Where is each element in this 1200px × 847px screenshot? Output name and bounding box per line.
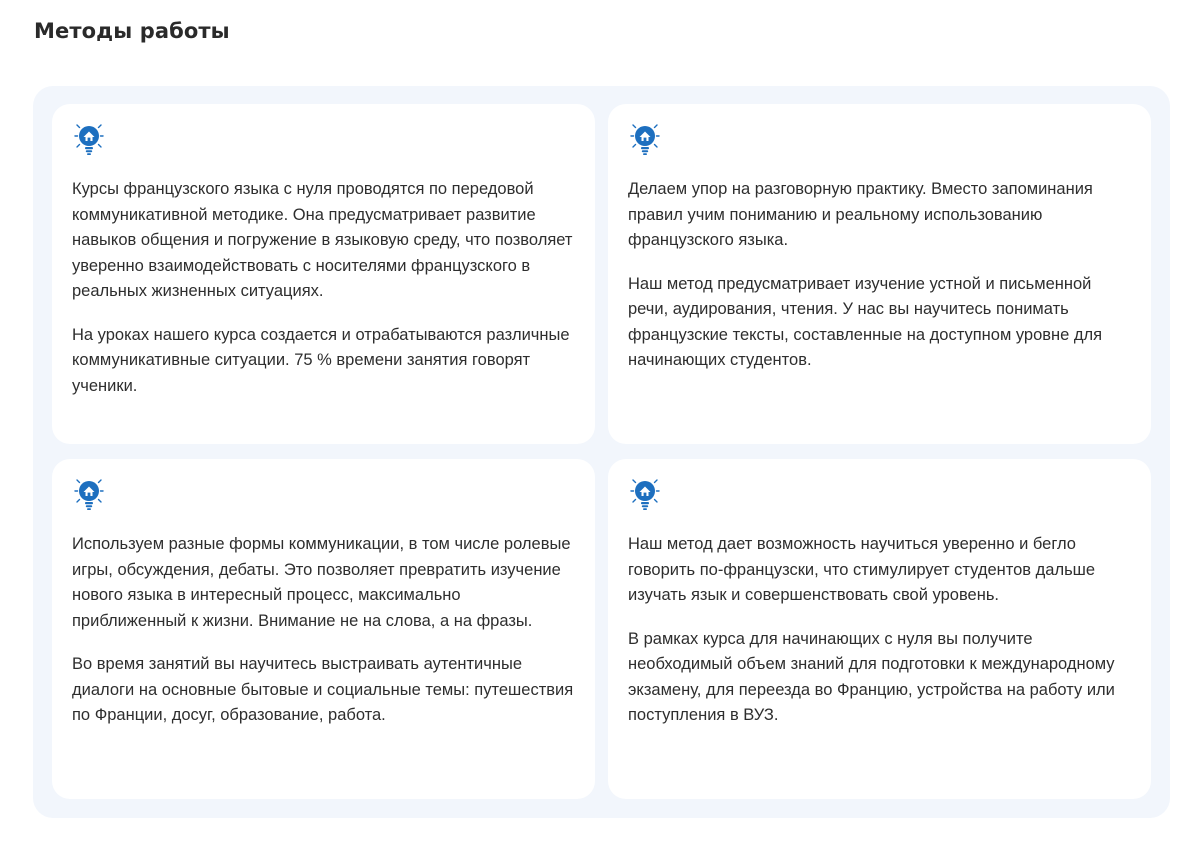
section-title: Методы работы [34, 19, 230, 43]
card-paragraph: Используем разные формы коммуникации, в том числе ролевые игры, обсуждения, дебаты. Это позволяет превратить изучение нового языка в интересный процесс, максимально приближенный к жизни. Внимание не на слова, а на фразы. [72, 535, 571, 630]
lightbulb-icon [72, 121, 106, 157]
method-card-4 [608, 459, 1151, 799]
lightbulb-icon [628, 121, 662, 157]
lightbulb-icon [72, 476, 106, 512]
card-paragraph: Курсы французского языка с нуля проводятся по передовой коммуникативной методике. Она предусматривает развитие навыков общения и погружение в языковую среду, что позволяет уверенно взаимодействовать с носителями французского в реальных жизненных ситуациях. [72, 180, 573, 300]
method-card-2 [608, 104, 1151, 444]
card-paragraph: Во время занятий вы научитесь выстраивать аутентичные диалоги на основные бытовые и социальные темы: путешествия по Франции, досуг, образование, работа. [72, 655, 574, 724]
card-paragraph: Наш метод предусматривает изучение устной и письменной речи, аудирования, чтения. У нас вы научитесь понимать французские тексты, составленные на доступном уровне для начинающих студентов. [628, 274, 1103, 369]
lightbulb-icon [628, 476, 662, 512]
card-paragraph: На уроках нашего курса создается и отрабатываются различные коммуникативные ситуации. 75 % времени занятия говорят ученики. [72, 325, 570, 395]
method-card-3 [52, 459, 595, 799]
card-paragraph: В рамках курса для начинающих с нуля вы получите необходимый объем знаний для подготовки к международному экзамену, для переезда во Францию, устройства на работу или поступления в ВУЗ. [628, 629, 1115, 724]
method-card-1 [52, 104, 595, 444]
card-paragraph: Наш метод дает возможность научиться уверенно и бегло говорить по-французски, что стимулирует студентов дальше изучать язык и совершенствовать свой уровень. [628, 535, 1096, 604]
card-paragraph: Делаем упор на разговорную практику. Вместо запоминания правил учим пониманию и реальному использованию французского языка. [628, 180, 1093, 249]
